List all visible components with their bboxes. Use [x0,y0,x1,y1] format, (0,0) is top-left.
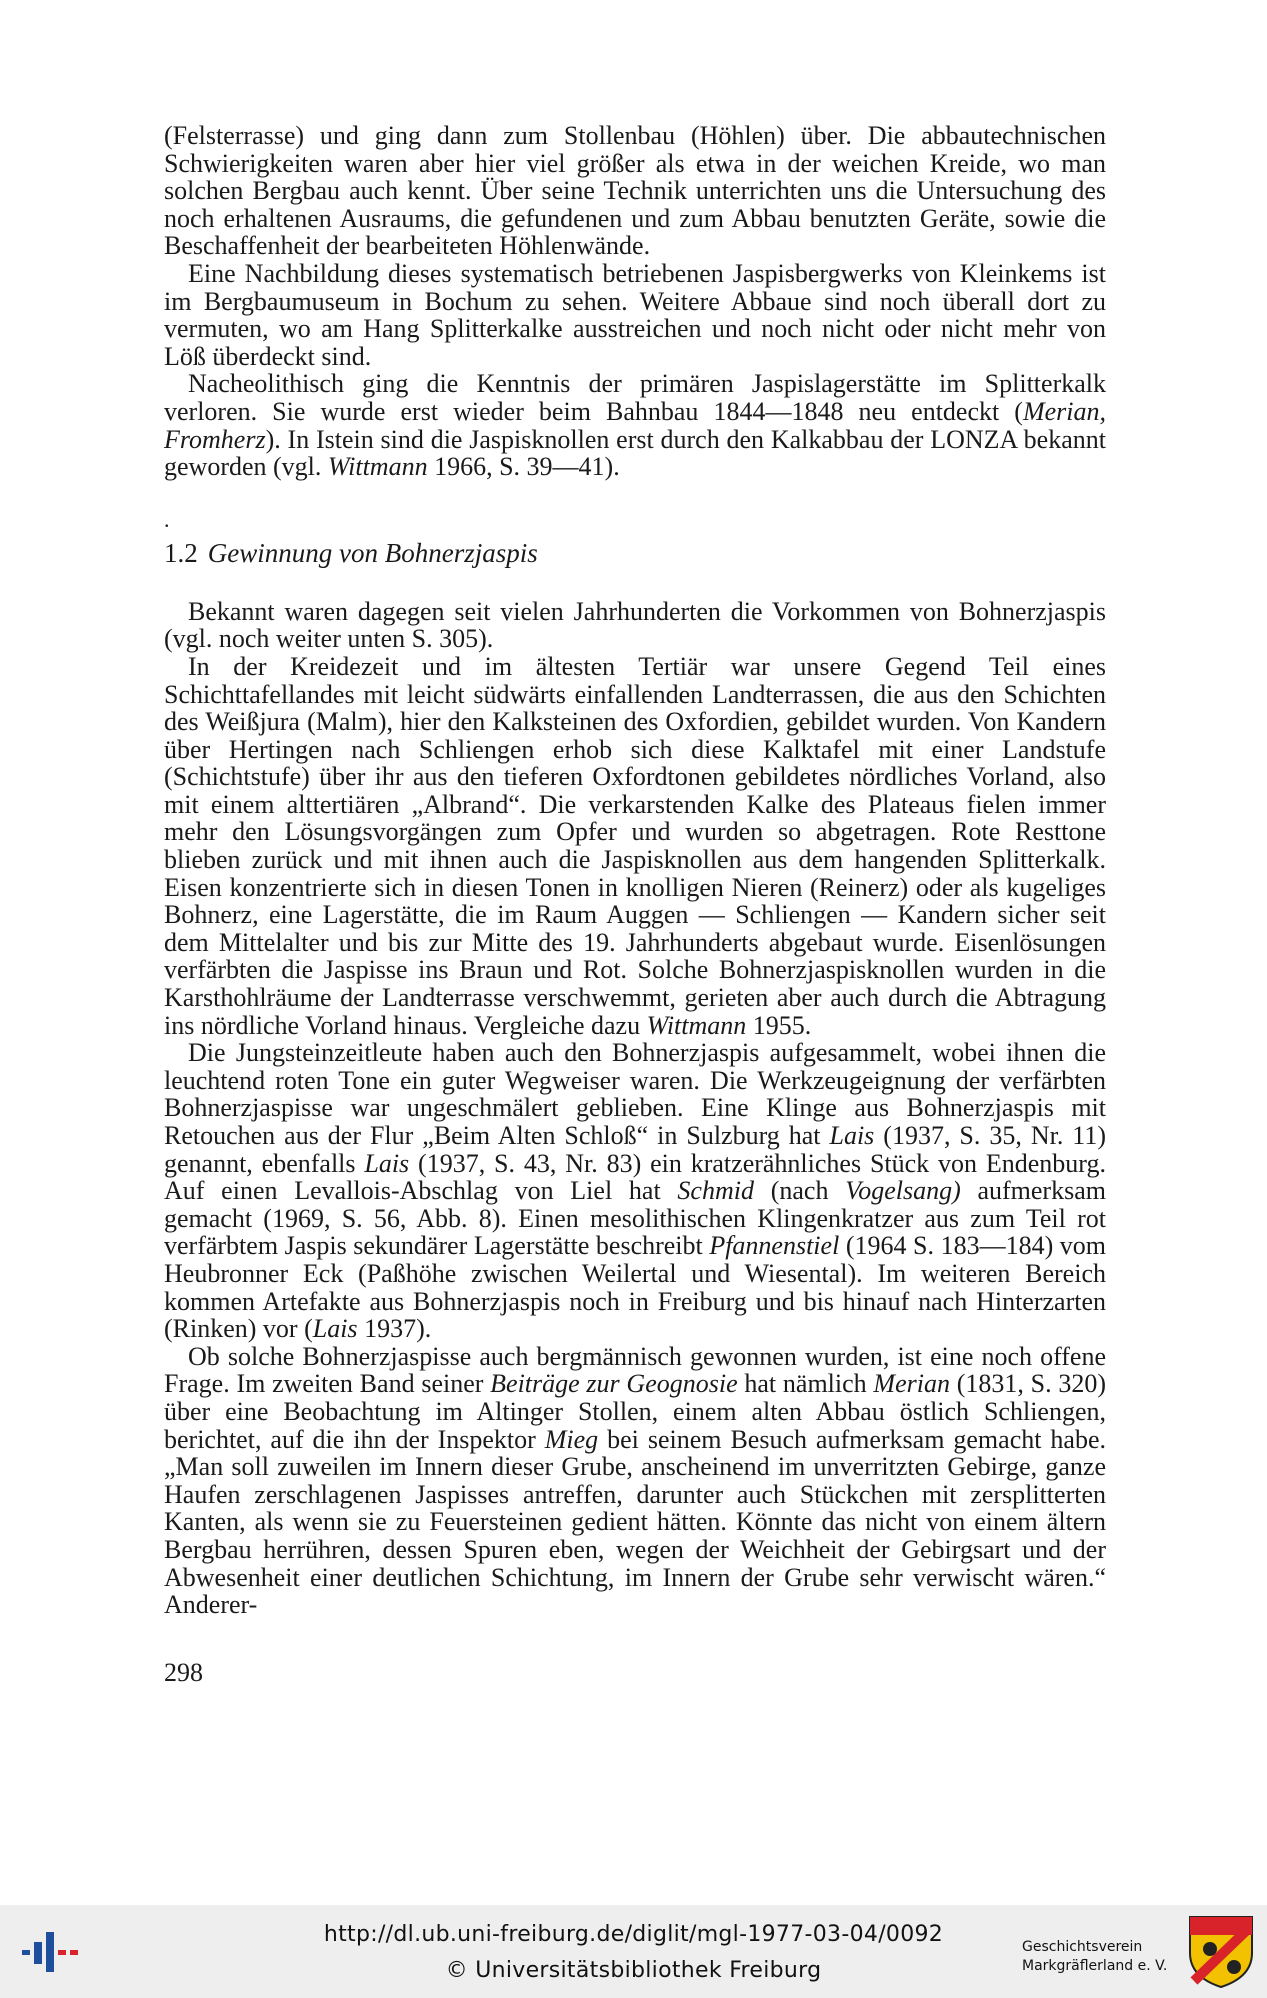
paragraph: Die Jungsteinzeitleute haben auch den Bohnerzjaspis aufgesammelt, wobei ihnen die leuchtend roten Tone ein guter Wegweiser waren. Die Werkzeugeignung der verfärbten Bohnerzjaspisse war ungeschmälert geblieben. Eine Klinge aus Bohnerzjaspis mit Retouchen aus der Flur „Beim Alten Schloß“ in Sulzburg hat Lais (1937, S. 35, Nr. 11) genannt, ebenfalls Lais (1937, S. 43, Nr. 83) ein kratzerähnliches Stück von Endenburg. Auf einen Levallois-Abschlag von Liel hat Schmid (nach Vogelsang) aufmerksam gemacht (1969, S. 56, Abb. 8). Einen mesolithischen Klingenkratzer aus zum Teil rot verfärbtem Jaspis sekundärer Lagerstätte beschreibt Pfannenstiel (1964 S. 183—184) vom Heubronner Eck (Paßhöhe zwischen Weilertal und Wiesental). Im weiteren Bereich kommen Artefakte aus Bohnerzjaspis noch in Freiburg und bis hinauf nach Hinterzarten (Rinken) vor (Lais 1937). [164,1038,1106,1344]
section-heading [164,538,1106,568]
paragraph: Eine Nachbildung dieses systematisch betriebenen Jaspisbergwerks von Kleinkems ist im Bergbaumuseum in Bochum zu sehen. Weitere Abbaue sind noch überall dort zu vermuten, wo am Hang Splitterkalke ausstreichen und noch nicht oder nicht mehr von Löß überdeckt sind. [164,258,1106,371]
footer-copyright: © Universitätsbibliothek Freiburg [445,1958,822,1983]
paragraph: (Felsterrasse) und ging dann zum Stollenbau (Höhlen) über. Die abbautechnischen Schwierigkeiten waren aber hier viel größer als etwa in der weichen Kreide, wo man solchen Bergbau auch kennt. Über seine Technik unterrichten uns die Untersuchung des noch erhaltenen Ausraums, die gefundenen und zum Abbau benutzten Geräte, sowie die Beschaffenheit der bearbeiteten Höhlenwände. [164,121,1106,261]
paragraph: In der Kreidezeit und im ältesten Tertiär war unsere Gegend Teil eines Schichttafellandes mit leicht südwärts einfallenden Landterrassen, die aus den Schichten des Weißjura (Malm), hier den Kalksteinen des Oxfordien, gebildet wurden. Von Kandern über Hertingen nach Schliengen erhob sich diese Kalktafel mit einer Landstufe (Schichtstufe) über ihr aus den tieferen Oxfordtonen gebildetes nördliches Vorland, also mit einem alttertiären „Albrand“. Die verkarstenden Kalke des Plateaus fielen immer mehr den Lösungsvorgängen zum Opfer und wurden so abgetragen. Rote Resttone blieben zurück und mit ihnen auch die Jaspisknollen aus dem hangenden Splitterkalk. Eisen konzentrierte sich in diesen Tonen in knolligen Nieren (Reinerz) oder als kugeliges Bohnerz, eine Lagerstätte, die im Raum Auggen — Schliengen — Kandern sicher seit dem Mittelalter und bis zur Mitte des 19. Jahrhunderts abgebaut wurde. Eisenlösungen verfärbten die Jaspisse ins Braun und Rot. Solche Bohnerzjaspisknollen wurden in die Karsthohlräume der Landterrasse verschwemmt, gerieten aber auch durch die Abtragung ins nördliche Vorland hinaus. Vergleiche dazu Wittmann 1955. [164,651,1106,1040]
paragraph: Nacheolithisch ging die Kenntnis der primären Jaspislagerstätte im Splitterkalk verloren. Sie wurde erst wieder beim Bahnbau 1844—1848 neu entdeckt (Merian, Fromherz). In Istein sind die Jaspisknollen erst durch den Kalkabbau der LONZA bekannt geworden (vgl. Wittmann 1966, S. 39—41). [164,369,1106,482]
society-crest-icon [1188,1915,1254,1989]
section-title: Gewinnung von Bohnerzjaspis [207,537,538,568]
page-number: 298 [164,1658,203,1687]
paragraph: Ob solche Bohnerzjaspisse auch bergmännisch gewonnen wurden, ist eine noch offene Frage. Im zweiten Band seiner Beiträge zur Geognosie hat nämlich Merian (1831, S. 320) über eine Beobachtung im Altinger Stollen, einem alten Abbau östlich Schliengen, berichtet, auf die ihn der Inspektor Mieg bei seinem Besuch aufmerksam gemacht habe. „Man soll zuweilen im Innern dieser Grube, anscheinend im unverritzten Gebirge, ganze Haufen zerschlagenen Jaspisses antreffen, darunter auch Stückchen mit zersplitterten Kanten, als wenn sie zu Feuersteinen gedient hätten. Könnte das nicht von einem ältern Bergbau herrühren, dessen Spuren eben, wegen der Weichheit der Gebirgsart und der Abwesenheit einer deutlichen Schichtung, im Innern der Grube sehr verwischt wären.“ Anderer- [164,1341,1107,1620]
stray-dot: . [164,506,170,532]
society-name: Geschichtsverein Markgräflerland e. V. [1022,1939,1168,1974]
section-number: 1.2 [164,537,198,568]
body-text [164,122,1106,1619]
footer-bar [0,1905,1267,1998]
paragraph: Bekannt waren dagegen seit vielen Jahrhunderten die Vorkommen von Bohnerzjaspis (vgl. noch weiter unten S. 305). [164,596,1106,654]
footer-url-link[interactable]: http://dl.ub.uni-freiburg.de/diglit/mgl-1977-03-04/0092 [323,1922,944,1947]
